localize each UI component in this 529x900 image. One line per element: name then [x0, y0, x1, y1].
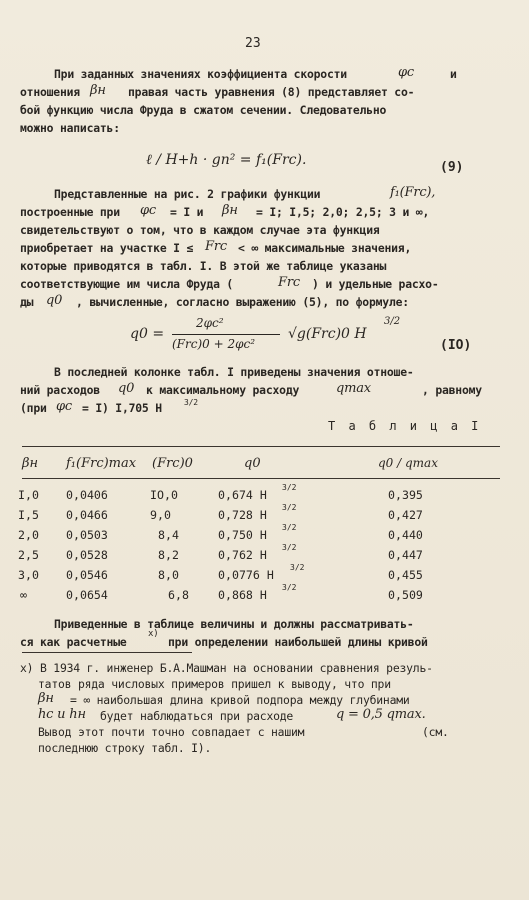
p2-line7b: , вычисленные, согласно выражению (5), по формуле:: [76, 295, 409, 309]
table-header-rule: [22, 478, 500, 479]
p2-line6b: ) и удельные расхо-: [312, 277, 439, 291]
header-q0: q0: [244, 456, 261, 471]
p3-line3a: (при: [20, 401, 47, 415]
p1-line1: При заданных значениях коэффициента скорости: [54, 67, 347, 81]
equation-9-number: (9): [440, 160, 464, 175]
footnote-rule: [22, 652, 192, 653]
p4-line2a: ся как расчетные: [20, 635, 127, 649]
document-page: 23 При заданных значениях коэффициента скорости φc и отношения βн правая часть уравнения (8) представляет со- бой функцию числа Фруда в сжатом сечении. Следовательно можно написать: ℓ / Н+h · gn² = f₁(Frc). (9) Представленные на рис. 2 графики функции f₁(Frc), построенные при φc = I и βн = I; I,5; 2,0; 2,5; 3 и ∞, свидетельствуют о том, что в каждом случае эта функция приобретает на участке I ≤ Frc < ∞ максимальные значения, которые приводятся в табл. I. В этой же таблице указаны соответствующие им числа Фруда ( Frc ) и удельные расхо- ды q0 , вычисленные, согласно выражению (5), по формуле: q0 = 2φc² (Frc)0 + 2φc² √g(Frc)0 H 3/2 (IO) В последней колонке табл. I приведены значения отноше- ний расходов q0 к максимальному расходу qmax , равному (при φc = I) I,705 Н 3/2 Т а б л и ц а I βн f₁(Frc)max (Frc)0 q0 q0 / qmax I,0 0,0406 IO,0 0,674 Н 3/2 0,395 I,5 0,0466 9,0 0,728 Н 3/2 0,427 2,0 0,0503 8,4 0,750 Н 3/2 0,440 2,5 0,0528 8,2 0,762 Н 3/2 0,447 3,0 0,0546 8,0 0,0776 Н 3/2 0,455 ∞ 0,0654 6,8 0,868 Н 3/2 0,509 Приведенные в таблице величины и должны рассматривать- ся как расчетные х) при определении наибольшей длины кривой х) В 1934 г. инженер Б.А.Машман на основании сравнения резуль- татов ряда числовых примеров пришел к выводу, что при βн = ∞ наибольшая длина кривой подпора между глубинами hc и hн будет наблюдаться при расходе q = 0,5 qmax. Вывод этот почти точно совпадает с нашим (см. последнюю строку табл. I).: [0, 0, 529, 900]
p3-line3b: = I) I,705 Н: [82, 401, 162, 415]
q0-symbol: q0: [46, 293, 63, 308]
p2-line2b: = I и: [170, 205, 204, 219]
equation-10-numerator: 2φc²: [196, 316, 224, 330]
phi-c-symbol: φc: [398, 65, 414, 80]
beta-n-symbol-2: βн: [222, 203, 238, 218]
fr-c-symbol: Frc: [205, 239, 227, 254]
phi-c-symbol-2: φc: [140, 203, 156, 218]
p1-line1-end: и: [450, 67, 457, 81]
fn-line1: х) В 1934 г. инженер Б.А.Машман на основании сравнения резуль-: [20, 661, 433, 675]
p2-line6a: соответствующие им числа Фруда (: [20, 277, 234, 291]
fn-line4a: будет наблюдаться при расходе: [100, 709, 294, 723]
table-top-rule: [22, 446, 500, 447]
p1-line2-end: правая часть уравнения (8) представляет со-: [128, 85, 415, 99]
p2-line4a: приобретает на участке I ≤: [20, 241, 194, 255]
p2-line1: Представленные на рис. 2 графики функции: [54, 187, 321, 201]
p2-line3: свидетельствуют о том, что в каждом случае эта функция: [20, 223, 380, 237]
fraction-line: [172, 334, 280, 335]
p4-line1: Приведенные в таблице величины и должны рассматривать-: [54, 617, 414, 631]
p2-line2a: построенные при: [20, 205, 120, 219]
p4-line2b: при определении наибольшей длины кривой: [168, 635, 428, 649]
p1-line4: можно написать:: [20, 121, 120, 135]
fn-line5a: Вывод этот почти точно совпадает с нашим: [38, 725, 305, 739]
footnote-mark: х): [148, 629, 159, 639]
hc-hn-symbols: hc и hн: [38, 707, 86, 722]
p2-line2c: = I; I,5; 2,0; 2,5; 3 и ∞,: [256, 205, 430, 219]
header-frc0: (Frc)0: [152, 456, 193, 471]
p3-line2c: , равному: [422, 383, 482, 397]
equation-10-denominator: (Frc)0 + 2φc²: [172, 337, 256, 351]
header-beta: βн: [22, 456, 39, 471]
header-ratio: q0 / qmax: [378, 456, 438, 470]
header-f1: f₁(Frc)max: [66, 456, 137, 471]
equation-9: ℓ / Н+h · gn² = f₁(Frc).: [146, 152, 307, 168]
p2-line5: которые приводятся в табл. I. В этой же таблице указаны: [20, 259, 387, 273]
p2-line4b: < ∞ максимальные значения,: [238, 241, 412, 255]
equation-10-lhs: q0 =: [130, 326, 165, 342]
fn-line3: = ∞ наибольшая длина кривой подпора между глубинами: [70, 693, 410, 707]
p1-line3: бой функцию числа Фруда в сжатом сечении. Следовательно: [20, 103, 387, 117]
p1-line2-start: отношения: [20, 85, 80, 99]
p3-line2b: к максимальному расходу: [146, 383, 300, 397]
q-half-qmax: q = 0,5 qmax.: [336, 707, 426, 722]
fn-line2: татов ряда числовых примеров пришел к выводу, что при: [38, 677, 391, 691]
fn-line6: последнюю строку табл. I).: [38, 741, 212, 755]
q0-symbol-2: q0: [118, 381, 135, 396]
beta-n-symbol: βн: [90, 83, 106, 98]
f1-frc: f₁(Frc),: [390, 185, 436, 200]
fn-line5b: (см.: [422, 725, 449, 739]
equation-10-power: 3/2: [384, 316, 401, 327]
equation-10-number: (IO): [440, 338, 472, 353]
qmax-symbol: qmax: [336, 381, 371, 396]
table-title: Т а б л и ц а I: [328, 419, 482, 433]
fr-c-symbol-2: Frc: [278, 275, 300, 290]
p2-line7a: ды: [20, 295, 34, 309]
phi-c-symbol-3: φc: [56, 399, 72, 414]
p3-power: 3/2: [184, 398, 198, 407]
p3-line2a: ний расходов: [20, 383, 100, 397]
beta-n-symbol-fn: βн: [38, 691, 54, 706]
p3-line1: В последней колонке табл. I приведены значения отноше-: [54, 365, 414, 379]
equation-10-root: √g(Frc)0 H: [288, 326, 367, 342]
page-number: 23: [245, 36, 261, 51]
